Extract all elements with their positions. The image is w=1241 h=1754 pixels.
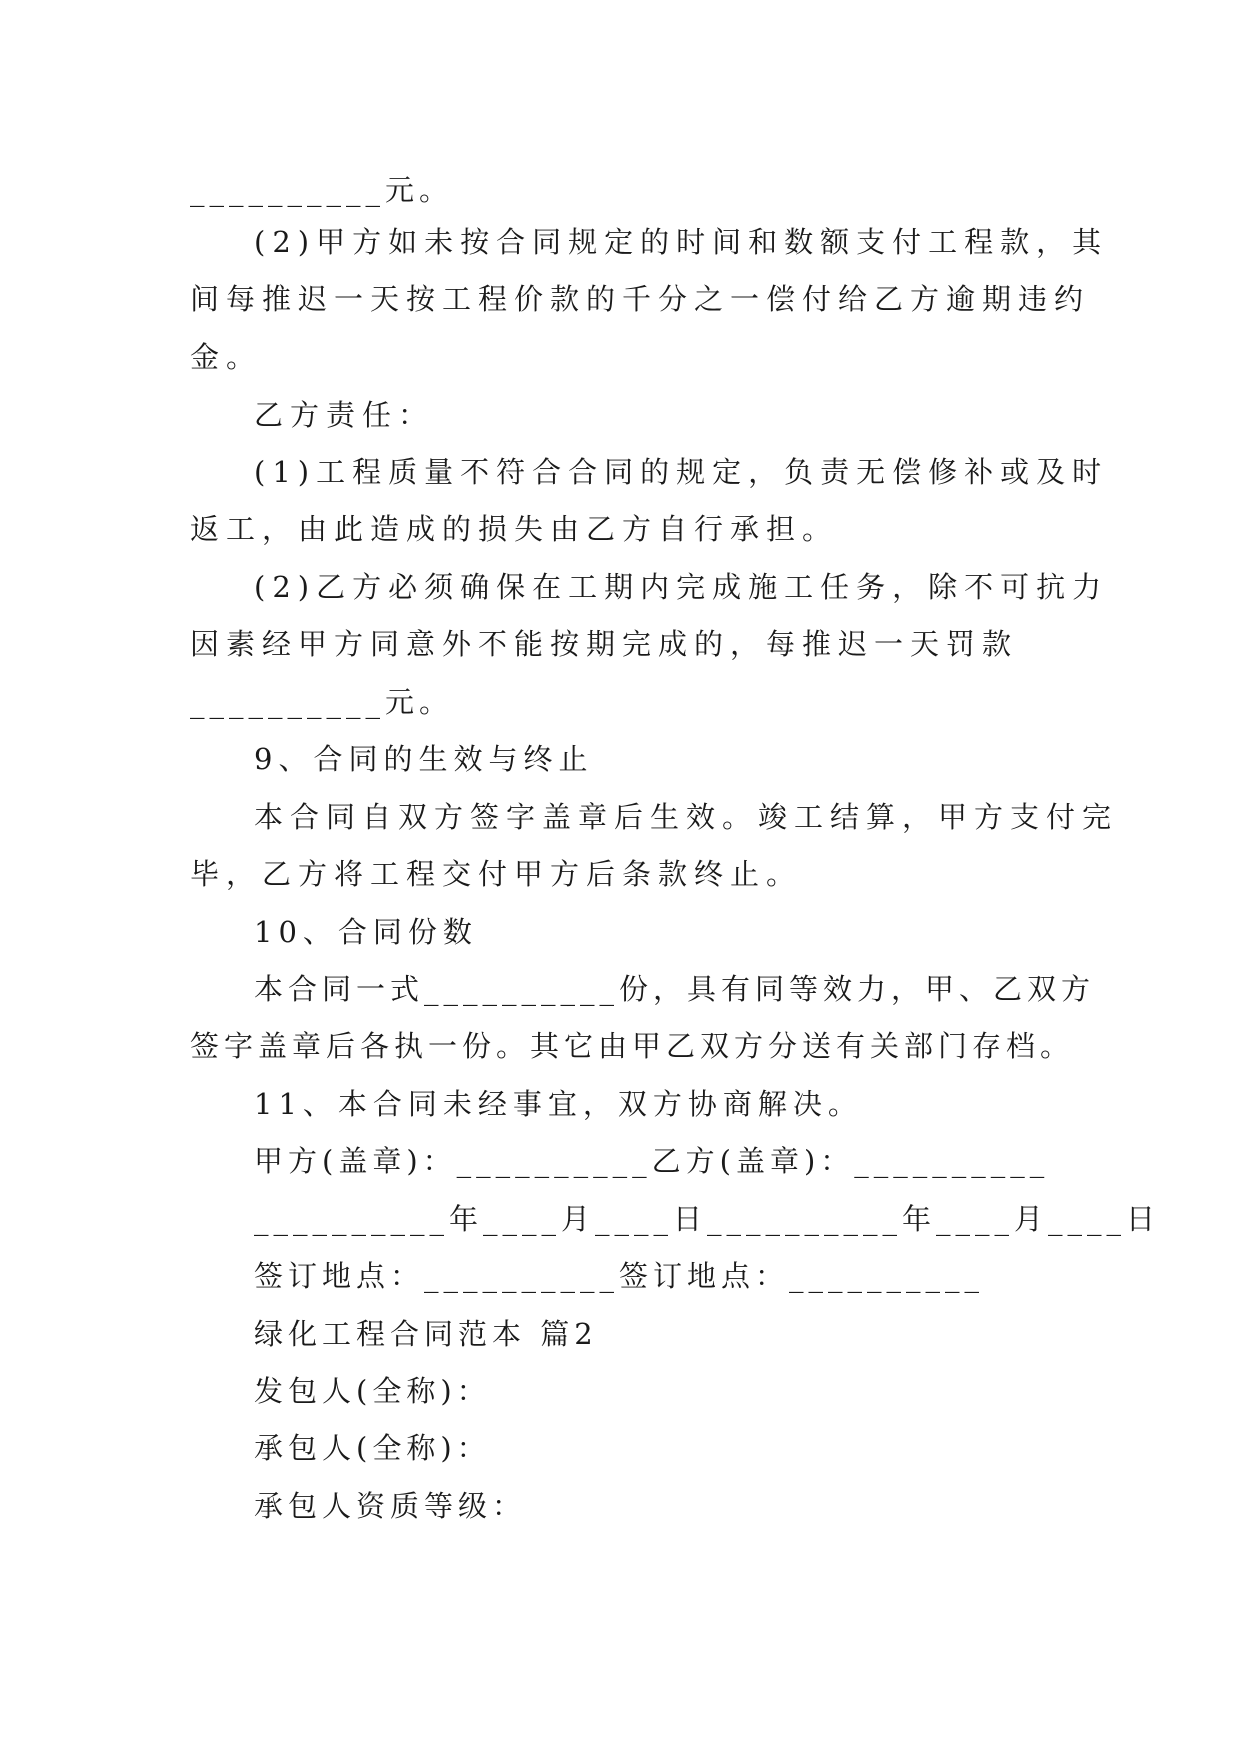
amount-blank-line-2: __________元。	[190, 685, 454, 719]
amount-blank-line-1: __________元。	[190, 173, 454, 207]
field-contractor-full-name: 承包人(全称)：	[254, 1431, 491, 1465]
paragraph-effect-line-1: 本合同自双方签字盖章后生效。竣工结算，甲方支付完	[254, 800, 1119, 834]
paragraph-copies-line-2: 签字盖章后各执一份。其它由甲乙双方分送有关部门存档。	[190, 1029, 1075, 1063]
paragraph-party-b-clause-1-line-1: (1)工程质量不符合合同的规定，负责无偿修补或及时	[254, 455, 1109, 489]
paragraph-party-b-clause-2-line-1: (2)乙方必须确保在工期内完成施工任务，除不可抗力	[254, 570, 1109, 604]
paragraph-effect-line-2: 毕，乙方将工程交付甲方后条款终止。	[190, 857, 803, 891]
paragraph-party-b-clause-1-line-2: 返工，由此造成的损失由乙方自行承担。	[190, 512, 839, 546]
paragraph-party-a-clause-2-line-1: (2)甲方如未按合同规定的时间和数额支付工程款，其	[254, 225, 1109, 259]
signature-seal-line: 甲方(盖章)：__________乙方(盖章)：__________	[254, 1144, 1050, 1178]
paragraph-party-a-clause-2-line-3: 金。	[190, 340, 263, 374]
section-heading-9: 9、合同的生效与终止	[254, 742, 594, 776]
paragraph-copies-line-1: 本合同一式__________份，具有同等效力，甲、乙双方	[254, 972, 1096, 1006]
field-employer-full-name: 发包人(全称)：	[254, 1374, 491, 1408]
heading-party-b-responsibility: 乙方责任：	[254, 398, 435, 432]
signing-place-line: 签订地点：__________签订地点：__________	[254, 1259, 985, 1293]
section-heading-10: 10、合同份数	[254, 915, 478, 949]
paragraph-party-a-clause-2-line-2: 间每推迟一天按工程价款的千分之一偿付给乙方逾期违约	[190, 282, 1091, 316]
paragraph-party-b-clause-2-line-2: 因素经甲方同意外不能按期完成的，每推迟一天罚款	[190, 627, 1019, 661]
section-heading-11: 11、本合同未经事宜，双方协商解决。	[254, 1087, 863, 1121]
section-title-template-2: 绿化工程合同范本 篇2	[254, 1317, 598, 1351]
signature-date-line: __________年____月____日__________年____月____日	[254, 1202, 1161, 1236]
field-contractor-qualification: 承包人资质等级：	[254, 1489, 527, 1523]
